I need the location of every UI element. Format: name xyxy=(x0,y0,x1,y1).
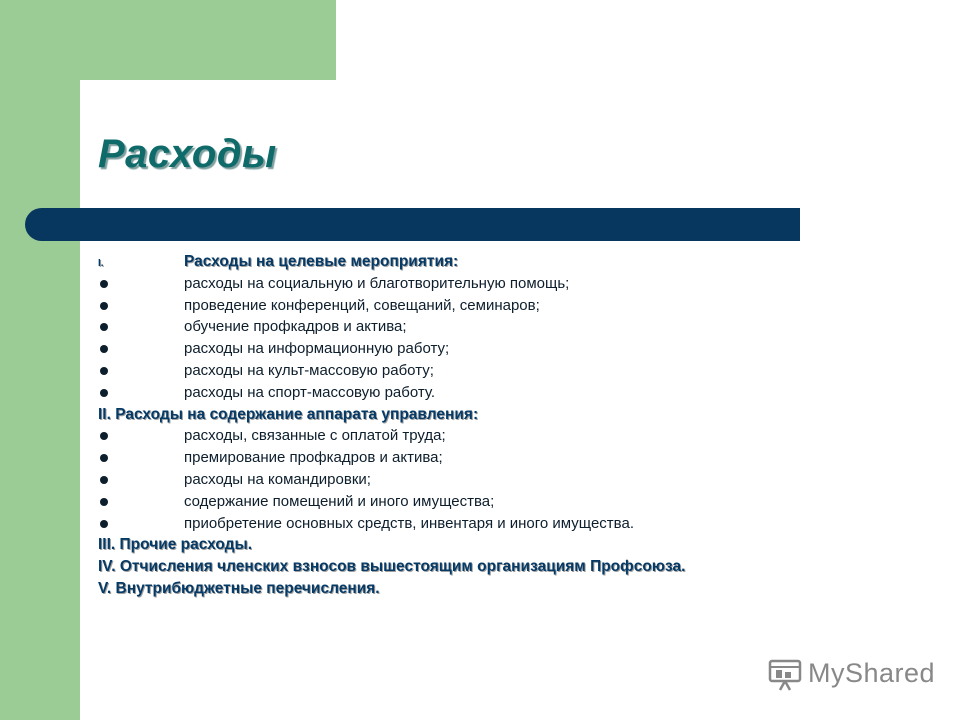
bullet-icon xyxy=(100,280,108,288)
bullet-icon xyxy=(100,432,108,440)
corner-curve xyxy=(80,80,140,140)
section-2-heading: II. Расходы на содержание аппарата управления: xyxy=(98,405,479,423)
bullet-icon xyxy=(100,476,108,484)
bullet-icon xyxy=(100,498,108,506)
list-item: обучение профкадров и актива; xyxy=(98,316,858,338)
bullet-icon xyxy=(100,302,108,310)
section-1-heading xyxy=(98,251,858,273)
presentation-board-icon xyxy=(768,656,804,692)
list-item: расходы на спорт-массовую работу. xyxy=(98,382,858,404)
section-5-heading: V. Внутрибюджетные перечисления. xyxy=(98,579,380,597)
bullet-icon xyxy=(100,520,108,528)
section-1-title: Расходы на целевые мероприятия: xyxy=(184,253,459,270)
top-green-band xyxy=(80,0,336,80)
bullet-icon xyxy=(100,345,108,353)
watermark-text: MyShared xyxy=(808,658,936,688)
left-green-band xyxy=(0,0,80,720)
watermark-logo xyxy=(768,654,936,694)
bullet-icon xyxy=(100,389,108,397)
list-item: премирование профкадров и актива; xyxy=(98,447,858,469)
list-item: содержание помещений и иного имущества; xyxy=(98,491,858,513)
list-item: расходы, связанные с оплатой труда; xyxy=(98,425,858,447)
slide-content xyxy=(98,251,858,600)
section-3-heading: III. Прочие расходы. xyxy=(98,536,253,554)
list-item: приобретение основных средств, инвентаря и иного имущества. xyxy=(98,513,858,535)
bullet-icon xyxy=(100,323,108,331)
list-item: проведение конференций, совещаний, семинаров; xyxy=(98,295,858,317)
slide-title: Расходы xyxy=(98,132,277,176)
bullet-icon xyxy=(100,454,108,462)
section-4-heading: IV. Отчисления членских взносов вышестоящим организациям Профсоюза. xyxy=(98,558,686,576)
list-item: расходы на культ-массовую работу; xyxy=(98,360,858,382)
list-item: расходы на командировки; xyxy=(98,469,858,491)
bullet-icon xyxy=(100,367,108,375)
list-item: расходы на информационную работу; xyxy=(98,338,858,360)
list-item: расходы на социальную и благотворительную помощь; xyxy=(98,273,858,295)
title-bar xyxy=(25,208,800,241)
section-1-number: I. xyxy=(98,258,104,269)
